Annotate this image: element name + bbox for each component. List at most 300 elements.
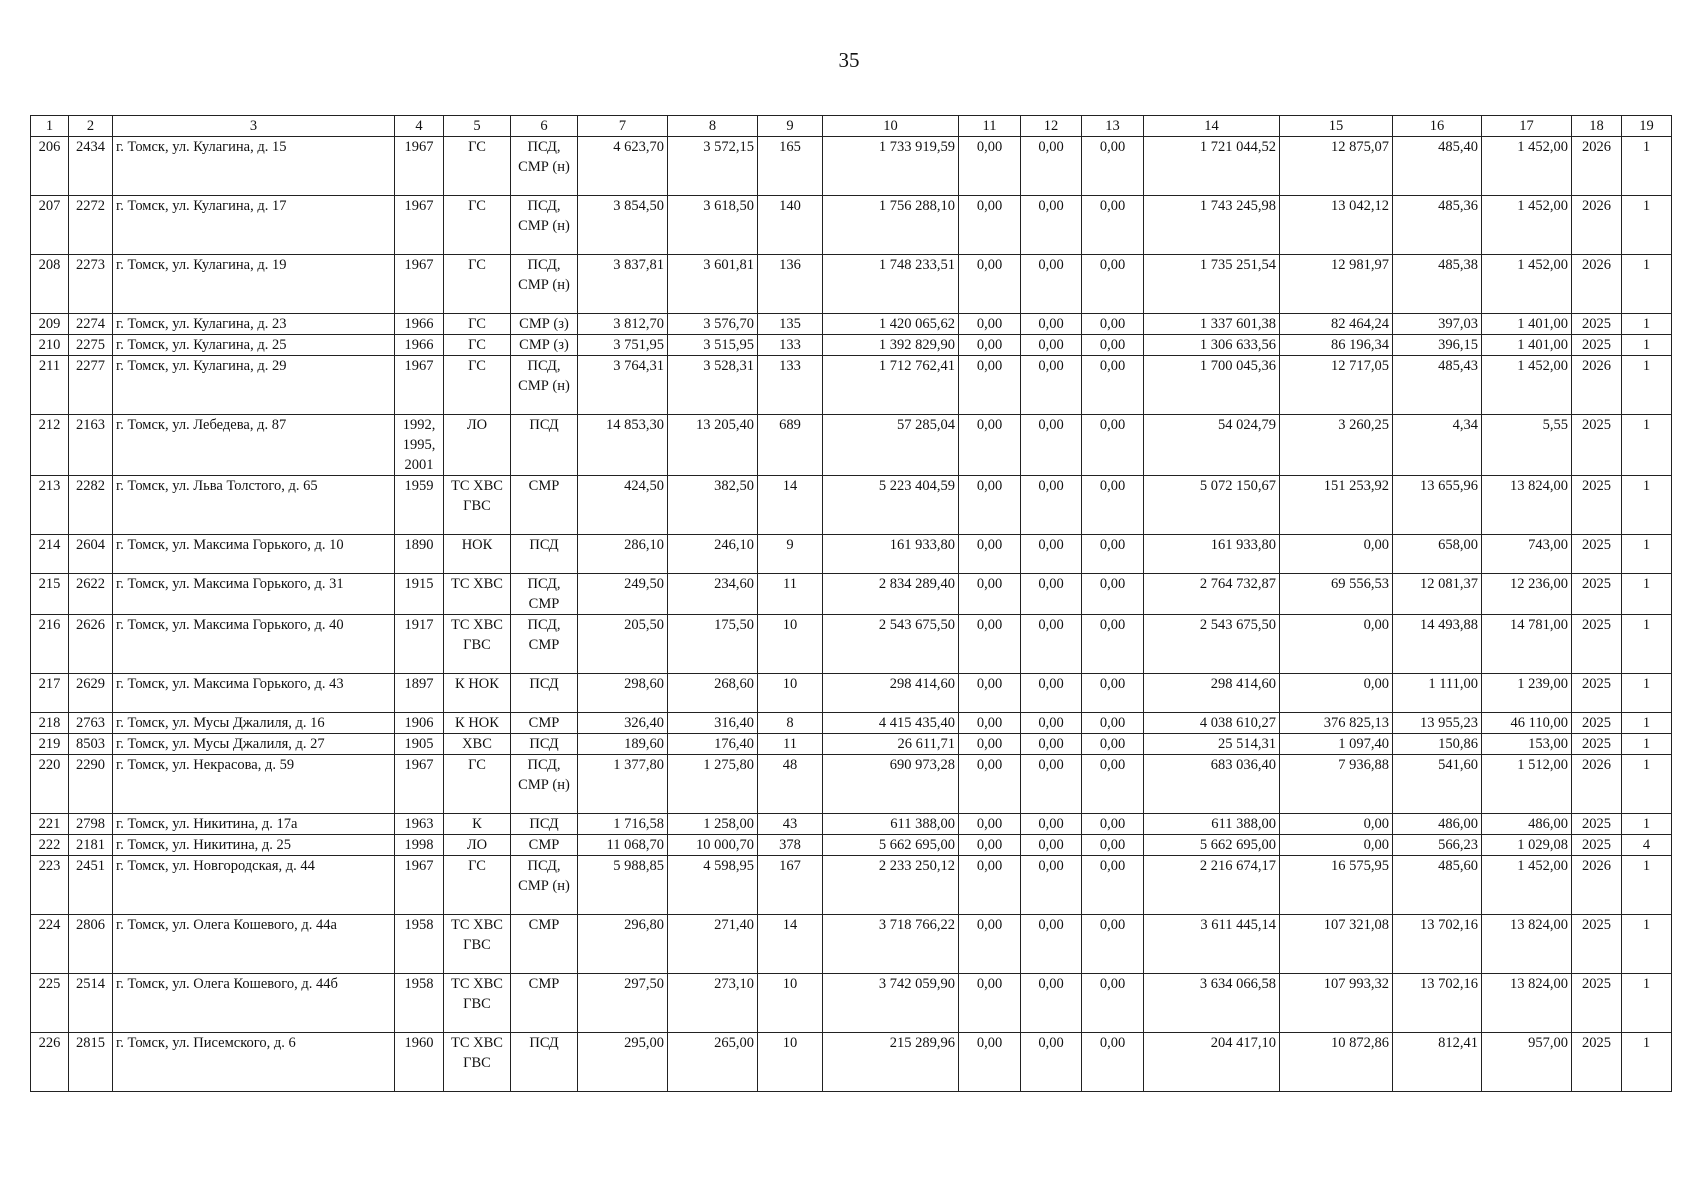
table-cell: 2 764 732,87 [1144, 574, 1280, 615]
column-header: 2 [69, 116, 113, 137]
table-cell: 1897 [395, 674, 444, 713]
table-cell: 3 812,70 [578, 314, 668, 335]
table-cell: 0,00 [959, 674, 1021, 713]
table-cell: ЛО [444, 415, 511, 476]
table-row [31, 814, 1672, 835]
table-cell: 2025 [1572, 974, 1622, 1033]
table-cell: 0,00 [959, 1033, 1021, 1092]
table-cell: 13 824,00 [1482, 915, 1572, 974]
table-cell: СМР (з) [511, 314, 578, 335]
table-cell: 12 081,37 [1393, 574, 1482, 615]
table-cell: 225 [31, 974, 69, 1033]
table-cell: 8503 [69, 734, 113, 755]
table-cell: 1 452,00 [1482, 856, 1572, 915]
table-cell: 212 [31, 415, 69, 476]
table-cell: 8 [758, 713, 823, 734]
table-cell: 14 853,30 [578, 415, 668, 476]
table-cell: 2163 [69, 415, 113, 476]
table-cell: 153,00 [1482, 734, 1572, 755]
table-cell: 0,00 [1021, 255, 1082, 314]
table-row [31, 974, 1672, 1033]
column-header: 14 [1144, 116, 1280, 137]
table-cell: 1 [1622, 415, 1672, 476]
table-cell: 249,50 [578, 574, 668, 615]
table-cell: г. Томск, ул. Максима Горького, д. 10 [113, 535, 395, 574]
table-cell: 13 824,00 [1482, 974, 1572, 1033]
table-cell: ПСД, СМР (н) [511, 755, 578, 814]
table-cell: ТС ХВС [444, 574, 511, 615]
table-cell: 0,00 [1021, 915, 1082, 974]
table-cell: 10 [758, 974, 823, 1033]
table-cell: ПСД, СМР (н) [511, 255, 578, 314]
table-cell: 743,00 [1482, 535, 1572, 574]
table-cell: 1 [1622, 674, 1672, 713]
table-cell: 0,00 [1021, 335, 1082, 356]
table-cell: г. Томск, ул. Максима Горького, д. 43 [113, 674, 395, 713]
table-cell: 0,00 [1021, 196, 1082, 255]
table-cell: 0,00 [1082, 335, 1144, 356]
table-cell: 957,00 [1482, 1033, 1572, 1092]
table-cell: ПСД [511, 1033, 578, 1092]
table-cell: 0,00 [1082, 1033, 1144, 1092]
table-cell: 226 [31, 1033, 69, 1092]
table-cell: 217 [31, 674, 69, 713]
table-cell: 133 [758, 335, 823, 356]
table-cell: 265,00 [668, 1033, 758, 1092]
table-cell: 1 029,08 [1482, 835, 1572, 856]
table-cell: 5 988,85 [578, 856, 668, 915]
table-cell: 189,60 [578, 734, 668, 755]
table-cell: г. Томск, ул. Лебедева, д. 87 [113, 415, 395, 476]
table-cell: 1 [1622, 1033, 1672, 1092]
table-cell: СМР [511, 915, 578, 974]
table-cell: 2025 [1572, 535, 1622, 574]
table-cell: 0,00 [1280, 674, 1393, 713]
table-cell: 0,00 [1021, 615, 1082, 674]
column-header: 9 [758, 116, 823, 137]
table-cell: 208 [31, 255, 69, 314]
table-cell: ТС ХВС ГВС [444, 1033, 511, 1092]
table-row [31, 535, 1672, 574]
table-cell: 1 452,00 [1482, 356, 1572, 415]
table-cell: 2763 [69, 713, 113, 734]
table-cell: 48 [758, 755, 823, 814]
table-cell: 1 275,80 [668, 755, 758, 814]
column-header: 17 [1482, 116, 1572, 137]
table-cell: 0,00 [1082, 856, 1144, 915]
table-cell: 215 [31, 574, 69, 615]
table-row [31, 856, 1672, 915]
table-cell: 2273 [69, 255, 113, 314]
table-cell: 224 [31, 915, 69, 974]
column-header: 7 [578, 116, 668, 137]
table-cell: ПСД, СМР (н) [511, 196, 578, 255]
table-cell: 397,03 [1393, 314, 1482, 335]
table-cell: 1 [1622, 974, 1672, 1033]
table-cell: ПСД [511, 814, 578, 835]
table-cell: г. Томск, ул. Никитина, д. 25 [113, 835, 395, 856]
table-cell: 2025 [1572, 713, 1622, 734]
table-cell: 297,50 [578, 974, 668, 1033]
table-cell: 13 824,00 [1482, 476, 1572, 535]
table-cell: 0,00 [959, 574, 1021, 615]
table-cell: ГС [444, 196, 511, 255]
table-cell: 1959 [395, 476, 444, 535]
table-cell: 3 764,31 [578, 356, 668, 415]
table-cell: 14 781,00 [1482, 615, 1572, 674]
table-cell: 4 415 435,40 [823, 713, 959, 734]
table-cell: 13 702,16 [1393, 974, 1482, 1033]
table-cell: 1 [1622, 713, 1672, 734]
table-row [31, 137, 1672, 196]
table-cell: 0,00 [959, 615, 1021, 674]
table-cell: г. Томск, ул. Льва Толстого, д. 65 [113, 476, 395, 535]
table-cell: 135 [758, 314, 823, 335]
table-cell: 0,00 [959, 915, 1021, 974]
registry-table [30, 115, 1672, 1092]
table-row [31, 915, 1672, 974]
table-cell: 10 000,70 [668, 835, 758, 856]
table-cell: г. Томск, ул. Кулагина, д. 25 [113, 335, 395, 356]
table-cell: 161 933,80 [1144, 535, 1280, 574]
table-cell: 4 598,95 [668, 856, 758, 915]
table-cell: 13 702,16 [1393, 915, 1482, 974]
table-cell: 486,00 [1482, 814, 1572, 835]
table-cell: 12 236,00 [1482, 574, 1572, 615]
table-cell: г. Томск, ул. Максима Горького, д. 40 [113, 615, 395, 674]
table-cell: 0,00 [959, 476, 1021, 535]
table-cell: 25 514,31 [1144, 734, 1280, 755]
table-cell: 206 [31, 137, 69, 196]
table-cell: 0,00 [1082, 137, 1144, 196]
table-cell: 140 [758, 196, 823, 255]
column-header: 5 [444, 116, 511, 137]
column-header: 6 [511, 116, 578, 137]
table-cell: 0,00 [1021, 674, 1082, 713]
table-cell: 0,00 [959, 196, 1021, 255]
table-cell: 213 [31, 476, 69, 535]
table-cell: 1 756 288,10 [823, 196, 959, 255]
table-cell: 1 392 829,90 [823, 335, 959, 356]
table-cell: 1967 [395, 255, 444, 314]
column-header: 12 [1021, 116, 1082, 137]
table-cell: ГС [444, 856, 511, 915]
table-cell: 107 321,08 [1280, 915, 1393, 974]
table-cell: 2025 [1572, 915, 1622, 974]
table-cell: 209 [31, 314, 69, 335]
table-cell: 1 [1622, 196, 1672, 255]
table-cell: 3 611 445,14 [1144, 915, 1280, 974]
table-cell: ЛО [444, 835, 511, 856]
table-cell: 2275 [69, 335, 113, 356]
table-cell: 486,00 [1393, 814, 1482, 835]
table-cell: 13 955,23 [1393, 713, 1482, 734]
table-cell: 1958 [395, 974, 444, 1033]
table-cell: 4 [1622, 835, 1672, 856]
table-cell: 1 [1622, 755, 1672, 814]
table-cell: 0,00 [1082, 314, 1144, 335]
table-cell: 1967 [395, 755, 444, 814]
table-cell: 2629 [69, 674, 113, 713]
table-cell: 0,00 [1082, 535, 1144, 574]
table-cell: 1966 [395, 314, 444, 335]
table-cell: НОК [444, 535, 511, 574]
table-cell: 0,00 [959, 856, 1021, 915]
table-cell: 2025 [1572, 814, 1622, 835]
table-cell: 219 [31, 734, 69, 755]
table-cell: 0,00 [1082, 196, 1144, 255]
table-row [31, 674, 1672, 713]
table-cell: 2026 [1572, 755, 1622, 814]
table-cell: 541,60 [1393, 755, 1482, 814]
table-cell: 2622 [69, 574, 113, 615]
table-row [31, 574, 1672, 615]
table-cell: 26 611,71 [823, 734, 959, 755]
table-cell: 2026 [1572, 196, 1622, 255]
table-row [31, 476, 1672, 535]
table-cell: 1967 [395, 856, 444, 915]
table-cell: 1 337 601,38 [1144, 314, 1280, 335]
table-cell: 1906 [395, 713, 444, 734]
table-cell: 11 [758, 574, 823, 615]
table-cell: ПСД, СМР [511, 574, 578, 615]
table-cell: 0,00 [959, 137, 1021, 196]
table-cell: 658,00 [1393, 535, 1482, 574]
table-cell: СМР [511, 713, 578, 734]
table-cell: г. Томск, ул. Писемского, д. 6 [113, 1033, 395, 1092]
table-cell: 296,80 [578, 915, 668, 974]
table-cell: 0,00 [959, 974, 1021, 1033]
table-cell: 1 512,00 [1482, 755, 1572, 814]
table-cell: 1 401,00 [1482, 335, 1572, 356]
table-cell: 107 993,32 [1280, 974, 1393, 1033]
table-cell: 5 662 695,00 [823, 835, 959, 856]
table-cell: ТС ХВС ГВС [444, 615, 511, 674]
table-cell: 1 748 233,51 [823, 255, 959, 314]
table-cell: 69 556,53 [1280, 574, 1393, 615]
table-cell: 2025 [1572, 335, 1622, 356]
table-cell: 220 [31, 755, 69, 814]
table-cell: 2025 [1572, 574, 1622, 615]
table-cell: г. Томск, ул. Никитина, д. 17а [113, 814, 395, 835]
table-cell: ПСД [511, 674, 578, 713]
table-cell: 57 285,04 [823, 415, 959, 476]
table-cell: 1 111,00 [1393, 674, 1482, 713]
table-row [31, 1033, 1672, 1092]
table-cell: 1 [1622, 335, 1672, 356]
table-row [31, 713, 1672, 734]
table-cell: 161 933,80 [823, 535, 959, 574]
table-cell: 0,00 [1082, 415, 1144, 476]
table-cell: 0,00 [1280, 535, 1393, 574]
table-cell: 382,50 [668, 476, 758, 535]
table-cell: 286,10 [578, 535, 668, 574]
table-cell: 221 [31, 814, 69, 835]
table-cell: 5 223 404,59 [823, 476, 959, 535]
column-header: 16 [1393, 116, 1482, 137]
table-cell: 46 110,00 [1482, 713, 1572, 734]
table-cell: 2604 [69, 535, 113, 574]
table-cell: г. Томск, ул. Некрасова, д. 59 [113, 755, 395, 814]
column-header: 18 [1572, 116, 1622, 137]
table-cell: 2 543 675,50 [823, 615, 959, 674]
table-cell: 86 196,34 [1280, 335, 1393, 356]
table-cell: 214 [31, 535, 69, 574]
table-cell: 82 464,24 [1280, 314, 1393, 335]
table-cell: 0,00 [1021, 476, 1082, 535]
table-cell: ПСД [511, 415, 578, 476]
table-cell: 683 036,40 [1144, 755, 1280, 814]
table-cell: 0,00 [959, 535, 1021, 574]
table-cell: 3 576,70 [668, 314, 758, 335]
table-cell: 2290 [69, 755, 113, 814]
table-cell: 4 038 610,27 [1144, 713, 1280, 734]
table-cell: 0,00 [1280, 814, 1393, 835]
table-cell: 3 528,31 [668, 356, 758, 415]
table-cell: 0,00 [1082, 755, 1144, 814]
table-cell: 3 572,15 [668, 137, 758, 196]
table-cell: 2274 [69, 314, 113, 335]
table-cell: 165 [758, 137, 823, 196]
column-header: 4 [395, 116, 444, 137]
table-cell: 136 [758, 255, 823, 314]
column-header: 15 [1280, 116, 1393, 137]
column-header: 13 [1082, 116, 1144, 137]
table-cell: 1 733 919,59 [823, 137, 959, 196]
table-cell: 13 042,12 [1280, 196, 1393, 255]
table-cell: 295,00 [578, 1033, 668, 1092]
table-cell: 218 [31, 713, 69, 734]
table-cell: 150,86 [1393, 734, 1482, 755]
table-cell: 3 601,81 [668, 255, 758, 314]
table-cell: 7 936,88 [1280, 755, 1393, 814]
table-cell: 1 [1622, 314, 1672, 335]
table-cell: 2 216 674,17 [1144, 856, 1280, 915]
table-cell: 485,40 [1393, 137, 1482, 196]
table-cell: 2025 [1572, 314, 1622, 335]
table-cell: 566,23 [1393, 835, 1482, 856]
table-cell: 0,00 [1082, 674, 1144, 713]
table-cell: 1966 [395, 335, 444, 356]
table-cell: 54 024,79 [1144, 415, 1280, 476]
table-cell: 1905 [395, 734, 444, 755]
table-cell: 0,00 [1082, 915, 1144, 974]
table-cell: 0,00 [1021, 835, 1082, 856]
table-cell: ХВС [444, 734, 511, 755]
table-cell: 0,00 [1021, 734, 1082, 755]
table-cell: 1 [1622, 476, 1672, 535]
table-row [31, 835, 1672, 856]
table-cell: 0,00 [1082, 974, 1144, 1033]
table-cell: ГС [444, 314, 511, 335]
table-cell: 611 388,00 [1144, 814, 1280, 835]
table-cell: 1 452,00 [1482, 137, 1572, 196]
table-cell: 1 [1622, 734, 1672, 755]
table-cell: г. Томск, ул. Кулагина, д. 29 [113, 356, 395, 415]
table-cell: 0,00 [1021, 535, 1082, 574]
table-cell: 211 [31, 356, 69, 415]
table-cell: ПСД, СМР (н) [511, 856, 578, 915]
table-cell: 2272 [69, 196, 113, 255]
table-cell: 326,40 [578, 713, 668, 734]
table-cell: 298 414,60 [823, 674, 959, 713]
table-cell: 485,60 [1393, 856, 1482, 915]
table-cell: 0,00 [1082, 255, 1144, 314]
table-cell: 43 [758, 814, 823, 835]
table-cell: 4 623,70 [578, 137, 668, 196]
table-cell: 3 837,81 [578, 255, 668, 314]
table-cell: г. Томск, ул. Кулагина, д. 23 [113, 314, 395, 335]
table-cell: г. Томск, ул. Кулагина, д. 19 [113, 255, 395, 314]
table-cell: 1 721 044,52 [1144, 137, 1280, 196]
table-cell: 14 [758, 915, 823, 974]
table-cell: 2026 [1572, 856, 1622, 915]
table-cell: 5 662 695,00 [1144, 835, 1280, 856]
table-cell: 1 401,00 [1482, 314, 1572, 335]
table-cell: 246,10 [668, 535, 758, 574]
table-cell: 10 [758, 1033, 823, 1092]
table-cell: 3 751,95 [578, 335, 668, 356]
table-cell: 0,00 [1021, 415, 1082, 476]
table-row [31, 255, 1672, 314]
table-cell: 176,40 [668, 734, 758, 755]
table-cell: 1 [1622, 574, 1672, 615]
table-cell: 2025 [1572, 734, 1622, 755]
table-cell: 1917 [395, 615, 444, 674]
table-cell: 485,38 [1393, 255, 1482, 314]
table-cell: 0,00 [959, 255, 1021, 314]
table-cell: 1 452,00 [1482, 196, 1572, 255]
table-cell: 1998 [395, 835, 444, 856]
table-cell: 424,50 [578, 476, 668, 535]
table-cell: 223 [31, 856, 69, 915]
table-cell: 611 388,00 [823, 814, 959, 835]
table-cell: ГС [444, 335, 511, 356]
table-cell: г. Томск, ул. Мусы Джалиля, д. 16 [113, 713, 395, 734]
table-cell: г. Томск, ул. Олега Кошевого, д. 44а [113, 915, 395, 974]
table-cell: 1 [1622, 915, 1672, 974]
table-row [31, 335, 1672, 356]
table-cell: 0,00 [1082, 814, 1144, 835]
table-cell: 3 718 766,22 [823, 915, 959, 974]
table-cell: 0,00 [1021, 314, 1082, 335]
table-cell: 0,00 [959, 356, 1021, 415]
table-cell: г. Томск, ул. Новгородская, д. 44 [113, 856, 395, 915]
table-cell: 12 981,97 [1280, 255, 1393, 314]
table-cell: 2181 [69, 835, 113, 856]
table-cell: 2026 [1572, 356, 1622, 415]
table-cell: 0,00 [1082, 835, 1144, 856]
table-cell: 1 239,00 [1482, 674, 1572, 713]
table-cell: 1 306 633,56 [1144, 335, 1280, 356]
table-cell: 268,60 [668, 674, 758, 713]
table-cell: 2815 [69, 1033, 113, 1092]
table-cell: 1 [1622, 137, 1672, 196]
table-cell: 2025 [1572, 674, 1622, 713]
table-cell: 3 260,25 [1280, 415, 1393, 476]
table-cell: 0,00 [1082, 476, 1144, 535]
table-cell: 216 [31, 615, 69, 674]
table-cell: 0,00 [959, 814, 1021, 835]
table-cell: 10 [758, 674, 823, 713]
table-cell: 1967 [395, 137, 444, 196]
table-cell: 298 414,60 [1144, 674, 1280, 713]
table-cell: г. Томск, ул. Мусы Джалиля, д. 27 [113, 734, 395, 755]
table-cell: 396,15 [1393, 335, 1482, 356]
table-cell: 1963 [395, 814, 444, 835]
table-cell: 0,00 [1082, 734, 1144, 755]
table-cell: 0,00 [959, 314, 1021, 335]
